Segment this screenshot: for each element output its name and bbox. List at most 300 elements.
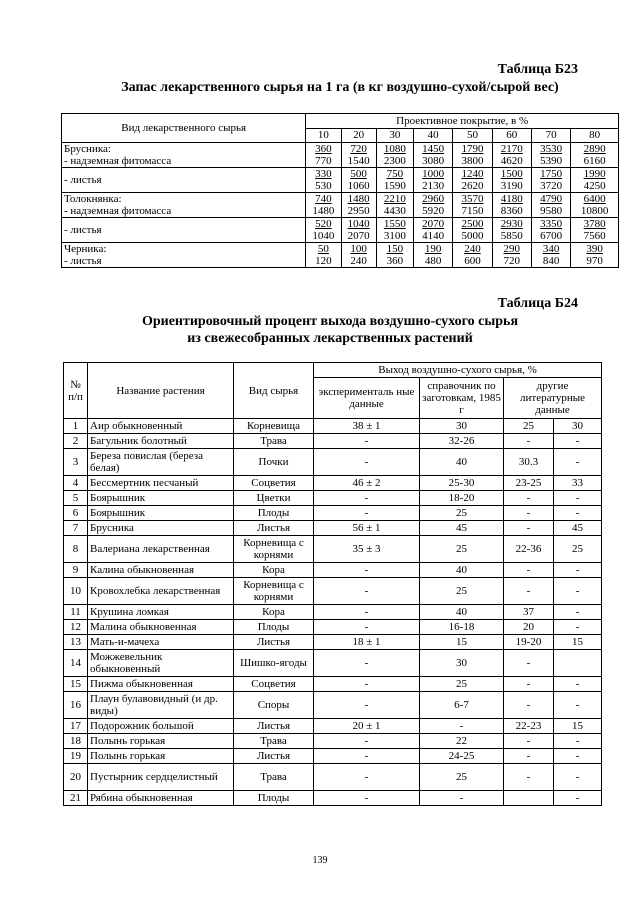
b24-cell-ref: - <box>420 719 504 734</box>
b24-cell-vid: Плоды <box>234 791 314 806</box>
b23-value-cell <box>413 243 452 268</box>
b23-value-dry: 290 <box>503 243 521 255</box>
b23-value-raw: 4140 <box>422 230 445 242</box>
b23-value-dry: 1990 <box>583 168 606 180</box>
b24-h-other: другие литературные данные <box>504 378 602 419</box>
b23-row <box>62 193 619 218</box>
b23-value-dry: 1240 <box>461 168 484 180</box>
table-b23-label: Таблица Б23 <box>497 62 578 77</box>
page-number: 139 <box>312 855 328 866</box>
b23-value-cell <box>571 218 619 243</box>
b23-value-cell <box>492 168 531 193</box>
b24-cell-num: 18 <box>64 734 88 749</box>
b24-cell-other2: - <box>554 578 602 605</box>
b23-value-cell <box>376 168 413 193</box>
b23-value-raw: 840 <box>542 255 560 267</box>
b24-cell-ref: 6-7 <box>420 692 504 719</box>
b24-cell-other2: - <box>554 449 602 476</box>
b24-cell-name: Калина обыкновенная <box>88 563 234 578</box>
b23-row <box>62 143 619 168</box>
b24-row <box>64 449 602 476</box>
b23-value-raw: 530 <box>315 180 332 192</box>
b24-cell-vid: Соцветия <box>234 476 314 491</box>
b23-value-dry: 4180 <box>500 193 523 205</box>
b24-h-name: Название растения <box>88 363 234 419</box>
b23-value-raw: 600 <box>464 255 481 267</box>
b23-value-raw: 7150 <box>461 205 484 217</box>
b24-cell-num: 6 <box>64 506 88 521</box>
b23-value-cell <box>492 218 531 243</box>
b24-cell-exp: 20 ± 1 <box>314 719 420 734</box>
table-b24-title-line2: из свежесобранных лекарственных растений <box>187 331 473 346</box>
b23-value-cell <box>341 218 376 243</box>
b24-cell-other1: - <box>504 491 554 506</box>
b24-cell-other2: 15 <box>554 719 602 734</box>
b23-value-cell <box>453 168 492 193</box>
b23-percent-3: 40 <box>413 128 452 143</box>
b23-row-label <box>62 143 306 168</box>
b23-value-dry: 360 <box>315 143 332 155</box>
b24-cell-other1 <box>504 791 554 806</box>
b24-cell-ref: 45 <box>420 521 504 536</box>
b23-value-dry: 340 <box>542 243 560 255</box>
b23-percent-2: 30 <box>376 128 413 143</box>
b23-value-dry: 3780 <box>583 218 606 230</box>
b24-cell-exp: - <box>314 791 420 806</box>
b23-value-raw: 720 <box>503 255 521 267</box>
b23-value-dry: 2960 <box>422 193 445 205</box>
b24-cell-vid: Соцветия <box>234 677 314 692</box>
b24-cell-other2: 30 <box>554 419 602 434</box>
b24-cell-other2: 33 <box>554 476 602 491</box>
b24-cell-exp: - <box>314 650 420 677</box>
b23-value-raw: 970 <box>586 255 603 267</box>
b23-value-raw: 10800 <box>580 205 609 217</box>
b24-cell-num: 17 <box>64 719 88 734</box>
b24-cell-name: Аир обыкновенный <box>88 419 234 434</box>
b23-value-dry: 330 <box>315 168 332 180</box>
table-b23-title: Запас лекарственного сырья на 1 га (в кг воздушно-сухой/сырой вес) <box>121 80 559 95</box>
b24-row <box>64 506 602 521</box>
b23-value-dry: 1450 <box>422 143 445 155</box>
b24-cell-other2: 25 <box>554 536 602 563</box>
b24-cell-name: Пустырник сердцелистный <box>88 764 234 791</box>
b24-cell-ref: 25 <box>420 506 504 521</box>
b24-cell-ref: 30 <box>420 650 504 677</box>
b23-label-line2: - надземная фитомасса <box>64 155 172 167</box>
b24-cell-vid: Цветки <box>234 491 314 506</box>
b24-cell-vid: Корневища <box>234 419 314 434</box>
b23-percent-5: 60 <box>492 128 531 143</box>
b23-value-dry: 1790 <box>461 143 484 155</box>
b24-cell-other1: - <box>504 563 554 578</box>
b23-value-cell <box>531 218 570 243</box>
b24-cell-ref: 25-30 <box>420 476 504 491</box>
b23-value-cell <box>306 218 341 243</box>
b23-label-line2: - листья <box>64 255 102 267</box>
b23-label-line1: Толокнянка: <box>64 193 122 205</box>
b23-value-cell <box>306 143 341 168</box>
b23-value-cell <box>376 193 413 218</box>
b23-value-raw: 5000 <box>461 230 484 242</box>
b24-cell-name: Мать-и-мачеха <box>88 635 234 650</box>
b24-cell-num: 2 <box>64 434 88 449</box>
b23-value-raw: 1040 <box>312 230 335 242</box>
b24-cell-num: 19 <box>64 749 88 764</box>
b24-cell-name: Валериана лекарственная <box>88 536 234 563</box>
b24-cell-ref: 25 <box>420 536 504 563</box>
b23-value-cell <box>413 143 452 168</box>
b24-row <box>64 677 602 692</box>
b24-cell-name: Крушина ломкая <box>88 605 234 620</box>
b24-cell-name: Подорожник большой <box>88 719 234 734</box>
b23-value-dry: 390 <box>586 243 603 255</box>
b23-value-raw: 4430 <box>383 205 406 217</box>
b24-h-vid: Вид сырья <box>234 363 314 419</box>
b23-value-raw: 120 <box>315 255 332 267</box>
b24-cell-vid: Листья <box>234 635 314 650</box>
b23-row-label <box>62 243 306 268</box>
b24-cell-ref: 25 <box>420 677 504 692</box>
b23-value-raw: 5850 <box>500 230 523 242</box>
b24-cell-exp: 38 ± 1 <box>314 419 420 434</box>
b23-value-dry: 6400 <box>583 193 606 205</box>
b23-value-cell <box>453 243 492 268</box>
b23-value-cell <box>531 193 570 218</box>
b24-cell-num: 13 <box>64 635 88 650</box>
b24-cell-exp: 46 ± 2 <box>314 476 420 491</box>
b23-label-line1: Черника: <box>64 243 107 255</box>
b23-label-line2: - надземная фитомасса <box>64 205 172 217</box>
b23-row <box>62 218 619 243</box>
b24-cell-ref: 18-20 <box>420 491 504 506</box>
b23-percent-1: 20 <box>341 128 376 143</box>
b24-cell-other2: - <box>554 749 602 764</box>
b24-cell-other1: - <box>504 677 554 692</box>
b23-value-dry: 3530 <box>540 143 563 155</box>
b23-value-dry: 100 <box>350 243 367 255</box>
b24-cell-other1: - <box>504 764 554 791</box>
b23-row-label <box>62 218 306 243</box>
b24-row <box>64 692 602 719</box>
b24-cell-name: Бессмертник песчаный <box>88 476 234 491</box>
b24-cell-name: Полынь горькая <box>88 749 234 764</box>
b23-value-cell <box>453 143 492 168</box>
b24-cell-other2 <box>554 650 602 677</box>
b23-row-label <box>62 168 306 193</box>
b23-value-raw: 6700 <box>540 230 563 242</box>
b24-cell-other2: 45 <box>554 521 602 536</box>
b23-value-dry: 2500 <box>461 218 484 230</box>
b23-value-raw: 3800 <box>461 155 484 167</box>
b24-cell-other1: - <box>504 578 554 605</box>
b24-cell-exp: 56 ± 1 <box>314 521 420 536</box>
b24-cell-name: Боярышник <box>88 506 234 521</box>
b23-value-raw: 3720 <box>540 180 563 192</box>
b24-cell-name: Можжевельник обыкновенный <box>88 650 234 677</box>
b23-percent-6: 70 <box>531 128 570 143</box>
b24-cell-other1: 30.3 <box>504 449 554 476</box>
b23-label-line1: Брусника: <box>64 143 111 155</box>
b23-value-dry: 500 <box>350 168 367 180</box>
b24-row <box>64 620 602 635</box>
b23-value-dry: 50 <box>317 243 329 255</box>
b23-value-cell <box>413 218 452 243</box>
b24-row <box>64 749 602 764</box>
b24-cell-exp: - <box>314 578 420 605</box>
b24-cell-vid: Кора <box>234 605 314 620</box>
b23-value-dry: 2070 <box>422 218 445 230</box>
b24-row <box>64 605 602 620</box>
b24-cell-vid: Плоды <box>234 620 314 635</box>
b23-value-dry: 1040 <box>347 218 370 230</box>
b24-cell-name: Брусника <box>88 521 234 536</box>
b24-cell-ref: 25 <box>420 764 504 791</box>
b24-cell-ref: 24-25 <box>420 749 504 764</box>
b23-value-cell <box>341 168 376 193</box>
b23-value-raw: 2950 <box>347 205 370 217</box>
b24-cell-other2: - <box>554 791 602 806</box>
b24-cell-other2: - <box>554 620 602 635</box>
b24-cell-exp: 35 ± 3 <box>314 536 420 563</box>
b24-row <box>64 434 602 449</box>
b24-cell-name: Полынь горькая <box>88 734 234 749</box>
b24-cell-ref: 22 <box>420 734 504 749</box>
b24-cell-other1: 25 <box>504 419 554 434</box>
b23-value-raw: 4250 <box>583 180 606 192</box>
b23-value-cell <box>341 243 376 268</box>
b24-row <box>64 650 602 677</box>
b24-row <box>64 764 602 791</box>
b24-cell-name: Багульник болотный <box>88 434 234 449</box>
b24-cell-num: 11 <box>64 605 88 620</box>
b23-value-dry: 1500 <box>500 168 523 180</box>
b24-cell-name: Пижма обыкновенная <box>88 677 234 692</box>
b24-row <box>64 719 602 734</box>
b23-value-dry: 3570 <box>461 193 484 205</box>
b24-row <box>64 491 602 506</box>
b23-value-cell <box>531 143 570 168</box>
b23-value-raw: 1480 <box>312 205 335 217</box>
b23-value-raw: 2130 <box>422 180 445 192</box>
b24-cell-exp: - <box>314 734 420 749</box>
b23-value-cell <box>492 143 531 168</box>
b24-cell-vid: Шишко-ягоды <box>234 650 314 677</box>
b23-value-cell <box>306 168 341 193</box>
b24-cell-other1: 37 <box>504 605 554 620</box>
b23-value-raw: 7560 <box>583 230 606 242</box>
b24-cell-ref: 40 <box>420 605 504 620</box>
b24-cell-other1: - <box>504 650 554 677</box>
b23-value-cell <box>413 168 452 193</box>
b24-row <box>64 563 602 578</box>
b23-value-raw: 1060 <box>347 180 370 192</box>
b23-value-cell <box>341 143 376 168</box>
b24-row <box>64 419 602 434</box>
b23-label-line1: - листья <box>64 174 102 186</box>
table-b24 <box>63 362 602 806</box>
b24-cell-exp: - <box>314 491 420 506</box>
b24-cell-other1: 23-25 <box>504 476 554 491</box>
b23-value-cell <box>376 218 413 243</box>
b23-value-cell <box>531 243 570 268</box>
b24-cell-name: Малина обыкновенная <box>88 620 234 635</box>
b24-cell-other1: - <box>504 434 554 449</box>
b24-cell-exp: - <box>314 506 420 521</box>
b24-cell-vid: Кора <box>234 563 314 578</box>
b23-value-dry: 240 <box>464 243 481 255</box>
b23-value-cell <box>306 193 341 218</box>
b23-value-raw: 6160 <box>583 155 606 167</box>
table-b24-label: Таблица Б24 <box>497 296 578 311</box>
b24-row <box>64 635 602 650</box>
b23-value-cell <box>492 243 531 268</box>
b23-value-dry: 150 <box>386 243 404 255</box>
b24-cell-num: 20 <box>64 764 88 791</box>
b24-h-exp: эксперименталь ные данные <box>314 378 420 419</box>
b23-value-raw: 240 <box>350 255 367 267</box>
b24-cell-other1: - <box>504 749 554 764</box>
b24-cell-vid: Корневища с корнями <box>234 578 314 605</box>
b24-cell-exp: - <box>314 620 420 635</box>
b23-value-raw: 2620 <box>461 180 484 192</box>
b23-value-dry: 720 <box>350 143 367 155</box>
b24-row <box>64 536 602 563</box>
b24-cell-vid: Листья <box>234 521 314 536</box>
b23-value-cell <box>571 168 619 193</box>
b24-cell-vid: Почки <box>234 449 314 476</box>
b23-value-raw: 1540 <box>347 155 370 167</box>
b24-cell-name: Кровохлебка лекарственная <box>88 578 234 605</box>
b23-value-dry: 1750 <box>540 168 563 180</box>
b23-value-raw: 3190 <box>500 180 523 192</box>
b23-value-cell <box>413 193 452 218</box>
b24-cell-other2: - <box>554 692 602 719</box>
b24-cell-vid: Трава <box>234 434 314 449</box>
b23-value-dry: 520 <box>315 218 332 230</box>
b23-row <box>62 168 619 193</box>
b23-value-raw: 2300 <box>383 155 406 167</box>
b24-cell-ref: 40 <box>420 449 504 476</box>
b24-cell-other1: 22-23 <box>504 719 554 734</box>
b24-cell-num: 8 <box>64 536 88 563</box>
b24-cell-other2: - <box>554 563 602 578</box>
b23-value-cell <box>571 243 619 268</box>
b23-value-dry: 1480 <box>347 193 370 205</box>
b24-row <box>64 734 602 749</box>
b24-cell-num: 3 <box>64 449 88 476</box>
b23-col-header: Вид лекарственного сырья <box>62 114 306 143</box>
b24-cell-num: 10 <box>64 578 88 605</box>
b23-value-cell <box>531 168 570 193</box>
b24-cell-exp: - <box>314 605 420 620</box>
b24-cell-num: 4 <box>64 476 88 491</box>
b24-cell-other2: 15 <box>554 635 602 650</box>
b24-cell-other1: - <box>504 734 554 749</box>
b23-value-raw: 480 <box>424 255 442 267</box>
b24-cell-other1: 19-20 <box>504 635 554 650</box>
b24-cell-name: Боярышник <box>88 491 234 506</box>
b23-row-label <box>62 193 306 218</box>
b24-cell-ref: 40 <box>420 563 504 578</box>
b23-value-raw: 5390 <box>540 155 563 167</box>
b24-cell-num: 14 <box>64 650 88 677</box>
b24-cell-exp: - <box>314 434 420 449</box>
b23-value-cell <box>571 143 619 168</box>
b24-cell-vid: Споры <box>234 692 314 719</box>
b24-h-num: № п/п <box>64 363 88 419</box>
b24-cell-vid: Трава <box>234 734 314 749</box>
b24-cell-exp: - <box>314 692 420 719</box>
table-b23 <box>61 113 619 268</box>
b23-value-dry: 740 <box>315 193 332 205</box>
b23-value-cell <box>571 193 619 218</box>
b24-row <box>64 521 602 536</box>
b23-value-dry: 750 <box>386 168 404 180</box>
b24-cell-exp: - <box>314 449 420 476</box>
b24-cell-vid: Трава <box>234 764 314 791</box>
b23-value-raw: 8360 <box>500 205 523 217</box>
table-b24-title-line1: Ориентировочный процент выхода воздушно-сухого сырья <box>141 314 519 329</box>
b24-cell-exp: - <box>314 749 420 764</box>
b23-value-raw: 2070 <box>347 230 370 242</box>
b24-cell-ref: 30 <box>420 419 504 434</box>
b24-cell-ref: 32-26 <box>420 434 504 449</box>
b24-cell-num: 9 <box>64 563 88 578</box>
b23-label-line1: - листья <box>64 224 102 236</box>
b24-cell-ref: 16-18 <box>420 620 504 635</box>
b23-value-cell <box>306 243 341 268</box>
b23-value-dry: 1550 <box>383 218 406 230</box>
b24-row <box>64 476 602 491</box>
b24-cell-num: 1 <box>64 419 88 434</box>
b24-cell-ref: - <box>420 791 504 806</box>
b23-value-dry: 2210 <box>383 193 406 205</box>
b24-cell-name: Плаун булавовидный (и др. виды) <box>88 692 234 719</box>
b23-value-raw: 5920 <box>422 205 445 217</box>
b23-value-cell <box>376 143 413 168</box>
b23-value-cell <box>376 243 413 268</box>
b23-percent-0: 10 <box>306 128 341 143</box>
b24-cell-other1: 20 <box>504 620 554 635</box>
b23-value-raw: 4620 <box>500 155 523 167</box>
b23-value-dry: 1000 <box>422 168 445 180</box>
b23-value-dry: 3350 <box>540 218 563 230</box>
b23-value-dry: 4790 <box>540 193 563 205</box>
b23-value-cell <box>492 193 531 218</box>
b23-group-header: Проективное покрытие, в % <box>306 114 619 129</box>
b23-value-raw: 9580 <box>540 205 563 217</box>
b24-h-group: Выход воздушно-сухого сырья, % <box>314 363 602 378</box>
b24-cell-ref: 25 <box>420 578 504 605</box>
b24-cell-other1: - <box>504 521 554 536</box>
b23-value-dry: 2890 <box>583 143 606 155</box>
b23-value-cell <box>453 218 492 243</box>
b24-cell-num: 12 <box>64 620 88 635</box>
b24-cell-num: 15 <box>64 677 88 692</box>
b24-cell-vid: Корневища с корнями <box>234 536 314 563</box>
b24-cell-other2: - <box>554 677 602 692</box>
b23-value-raw: 770 <box>315 155 332 167</box>
b24-cell-other2: - <box>554 764 602 791</box>
b23-value-dry: 2170 <box>500 143 523 155</box>
b23-value-raw: 360 <box>386 255 404 267</box>
b23-value-raw: 1590 <box>383 180 406 192</box>
b24-row <box>64 791 602 806</box>
b24-cell-other2: - <box>554 506 602 521</box>
b24-cell-name: Береза повислая (береза белая) <box>88 449 234 476</box>
b24-cell-other1: - <box>504 692 554 719</box>
